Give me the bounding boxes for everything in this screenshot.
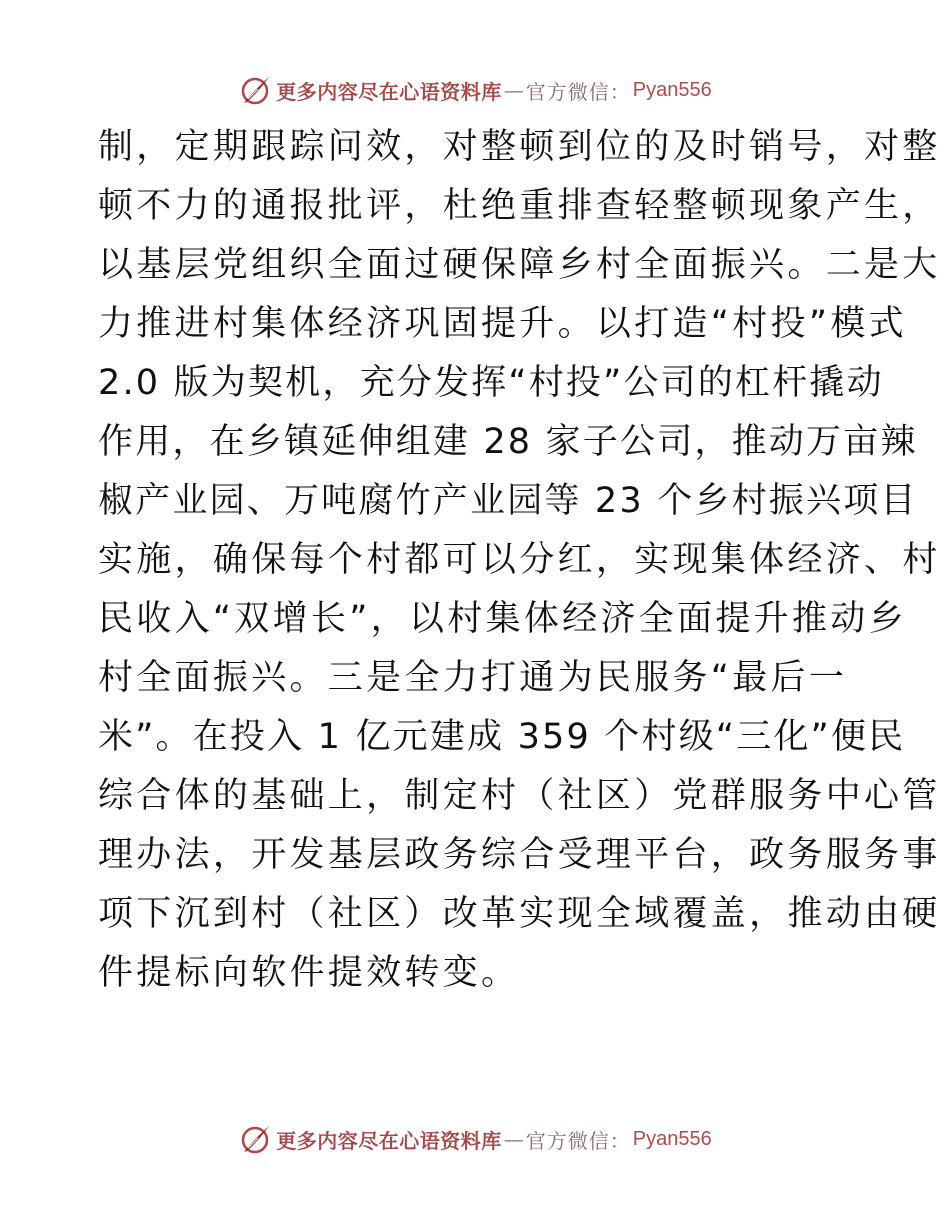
text-line: 椒产业园、万吨腐竹产业园等 23 个乡村振兴项目 <box>98 481 918 521</box>
text-line: 作用，在乡镇延伸组建 28 家子公司，推动万亩辣 <box>98 422 918 462</box>
header-banner <box>0 70 950 110</box>
text-line: 民收入“双增长”，以村集体经济全面提升推动乡 <box>98 599 907 639</box>
footer-banner <box>0 1119 950 1159</box>
text-line: 综合体的基础上，制定村（社区）党群服务中心管 <box>98 776 941 816</box>
text-line: 制，定期跟踪问效，对整顿到位的及时销号，对整 <box>98 127 941 167</box>
text-line: 件提标向软件提效转变。 <box>98 953 520 993</box>
text-line: 理办法，开发基层政务综合受理平台，政务服务事 <box>98 835 941 875</box>
text-line: 米”。在投入 1 亿元建成 359 个村级“三化”便民 <box>98 717 906 757</box>
banner-title: 更多内容尽在心语资料库 <box>276 79 502 104</box>
text-line: 2.0 版为契机，充分发挥“村投”公司的杠杆撬动 <box>98 363 884 403</box>
quill-logo-icon <box>238 73 272 107</box>
banner-wechat-label: 官方微信： <box>525 1128 631 1153</box>
text-line: 以基层党组织全面过硬保障乡村全面振兴。二是大 <box>98 245 941 285</box>
banner-title: 更多内容尽在心语资料库 <box>276 1128 502 1153</box>
text-line: 力推进村集体经济巩固提升。以打造“村投”模式 <box>98 304 907 344</box>
body-paragraph <box>98 118 941 1003</box>
banner-dash: — <box>503 78 524 102</box>
banner-wechat-label: 官方微信： <box>525 79 631 104</box>
banner-wechat-id: Pyan556 <box>632 78 712 101</box>
text-line: 顿不力的通报批评，杜绝重排查轻整顿现象产生， <box>98 186 941 226</box>
quill-logo-icon <box>238 1122 272 1156</box>
banner-wechat-id: Pyan556 <box>632 1127 712 1150</box>
text-line: 村全面振兴。三是全力打通为民服务“最后一 <box>98 658 848 698</box>
text-line: 项下沉到村（社区）改革实现全域覆盖，推动由硬 <box>98 894 941 934</box>
text-line: 实施，确保每个村都可以分红，实现集体经济、村 <box>98 540 941 580</box>
banner-dash: — <box>503 1127 524 1151</box>
